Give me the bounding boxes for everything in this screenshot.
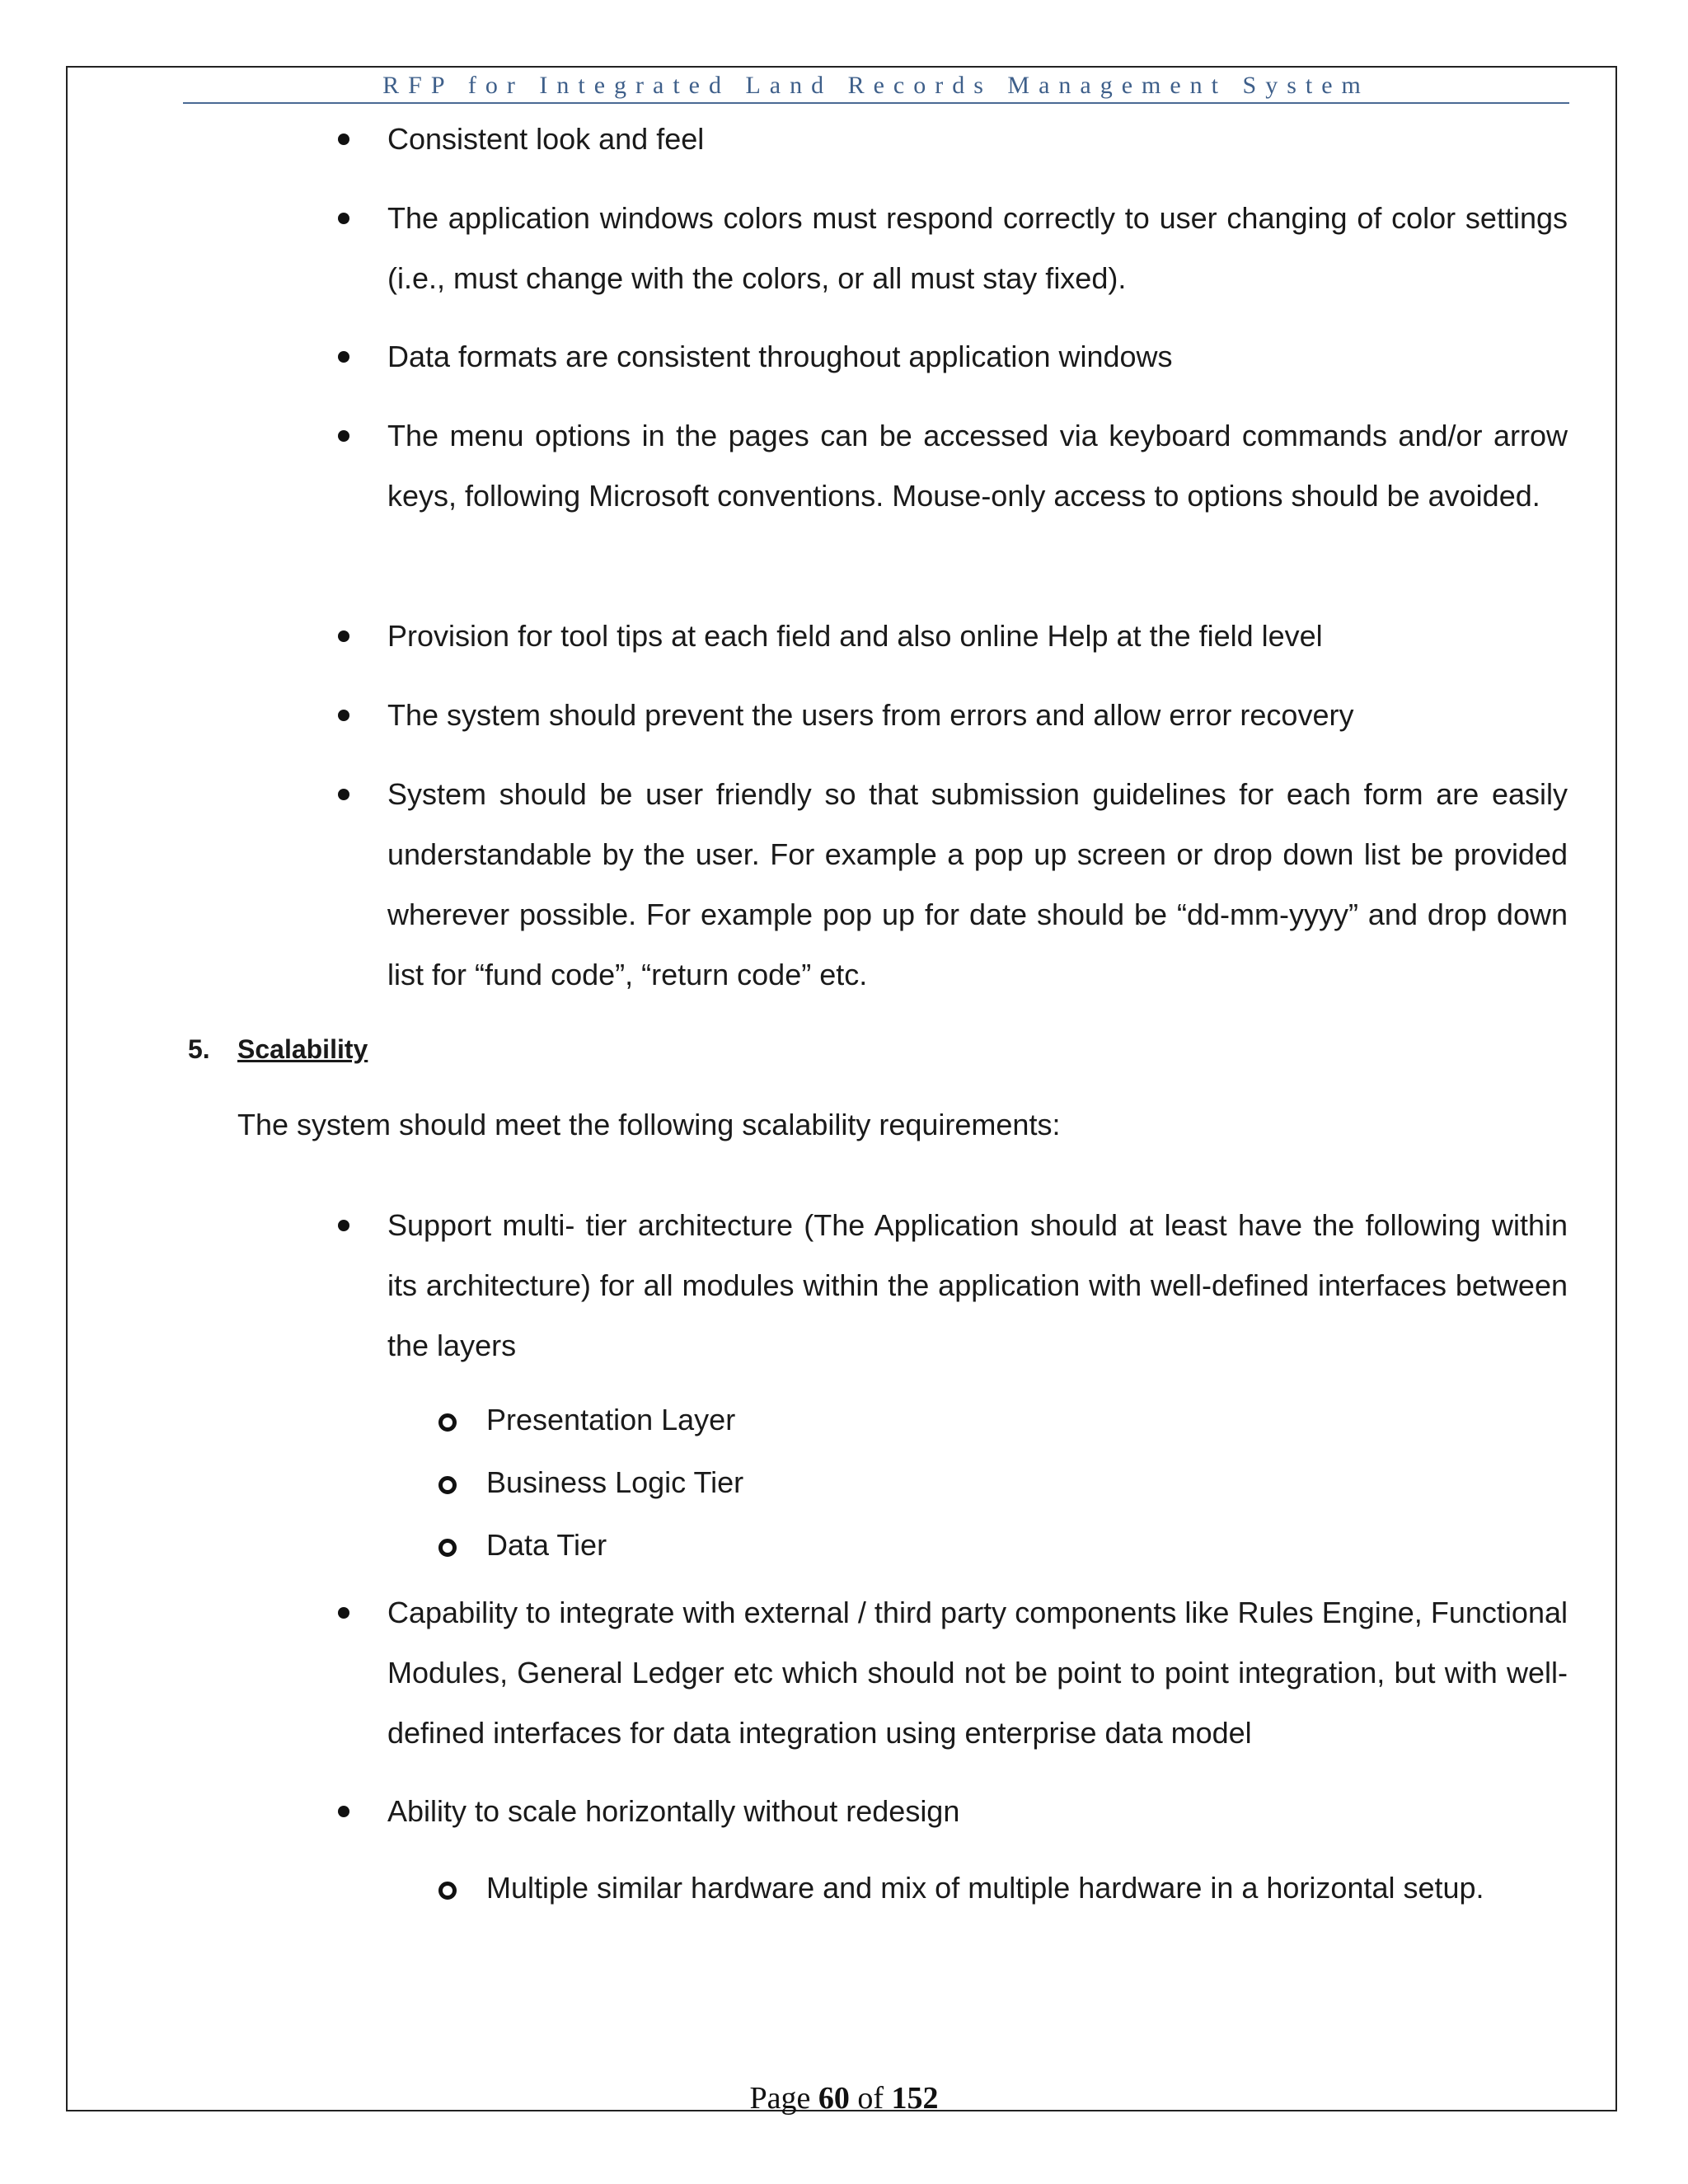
circle-bullet-marker [438, 1413, 457, 1432]
sub-list-item: Business Logic Tier [486, 1465, 744, 1499]
footer-page-label: Page [749, 2081, 811, 2116]
list-item: Provision for tool tips at each field and also online Help at the field level [387, 619, 1323, 653]
header-title: RFP for Integrated Land Records Management System [382, 72, 1370, 99]
bullet-marker [338, 213, 349, 224]
list-item: Data formats are consistent throughout application windows [387, 340, 1173, 373]
footer-total-pages: 152 [891, 2081, 939, 2116]
section-title: Scalability [237, 1034, 368, 1064]
section-number: 5. [188, 1034, 210, 1064]
list-item: Consistent look and feel [387, 122, 705, 156]
list-item: Capability to integrate with external / third party components like Rules Engine, Functional Modules, General Ledger etc which should not be point to point integration, but with well-defined interfaces for data integration using enterprise data model [387, 1596, 1568, 1750]
bullet-marker [338, 351, 349, 363]
sub-list-item: Presentation Layer [486, 1403, 736, 1436]
circle-bullet-marker [438, 1539, 457, 1557]
bullet-marker [338, 1607, 349, 1619]
circle-bullet-marker [438, 1476, 457, 1494]
list-item: Ability to scale horizontally without redesign [387, 1794, 960, 1828]
list-item: The menu options in the pages can be accessed via keyboard commands and/or arrow keys, following Microsoft conventions. Mouse-only access to options should be avoided. [387, 419, 1568, 513]
bullet-marker [338, 134, 349, 145]
bullet-marker [338, 430, 349, 442]
page-footer [0, 2079, 1688, 2118]
bullet-marker [338, 630, 349, 642]
bullet-marker [338, 1220, 349, 1231]
circle-bullet-marker [438, 1882, 457, 1900]
footer-current-page: 60 [818, 2081, 850, 2116]
list-item: The application windows colors must respond correctly to user changing of color settings (i.e., must change with the colors, or all must stay fixed). [387, 201, 1568, 295]
bullet-marker [338, 1806, 349, 1817]
section-intro: The system should meet the following scalability requirements: [237, 1108, 1061, 1141]
section-heading [188, 1030, 368, 1068]
footer-of-label: of [857, 2081, 884, 2116]
sub-list-item: Data Tier [486, 1528, 607, 1562]
sub-list-item: Multiple similar hardware and mix of multiple hardware in a horizontal setup. [486, 1871, 1484, 1905]
bullet-marker [338, 710, 349, 721]
list-item: Support multi- tier architecture (The Application should at least have the following within its architecture) for all modules within the application with well-defined interfaces between the layers [387, 1208, 1568, 1362]
bullet-marker [338, 789, 349, 800]
list-item: System should be user friendly so that submission guidelines for each form are easily understandable by the user. For example a pop up screen or drop down list be provided wherever possible. For example pop up for date should be “dd-mm-yyyy” and drop down list for “fund code”, “return code” etc. [387, 777, 1568, 991]
list-item: The system should prevent the users from errors and allow error recovery [387, 698, 1354, 732]
